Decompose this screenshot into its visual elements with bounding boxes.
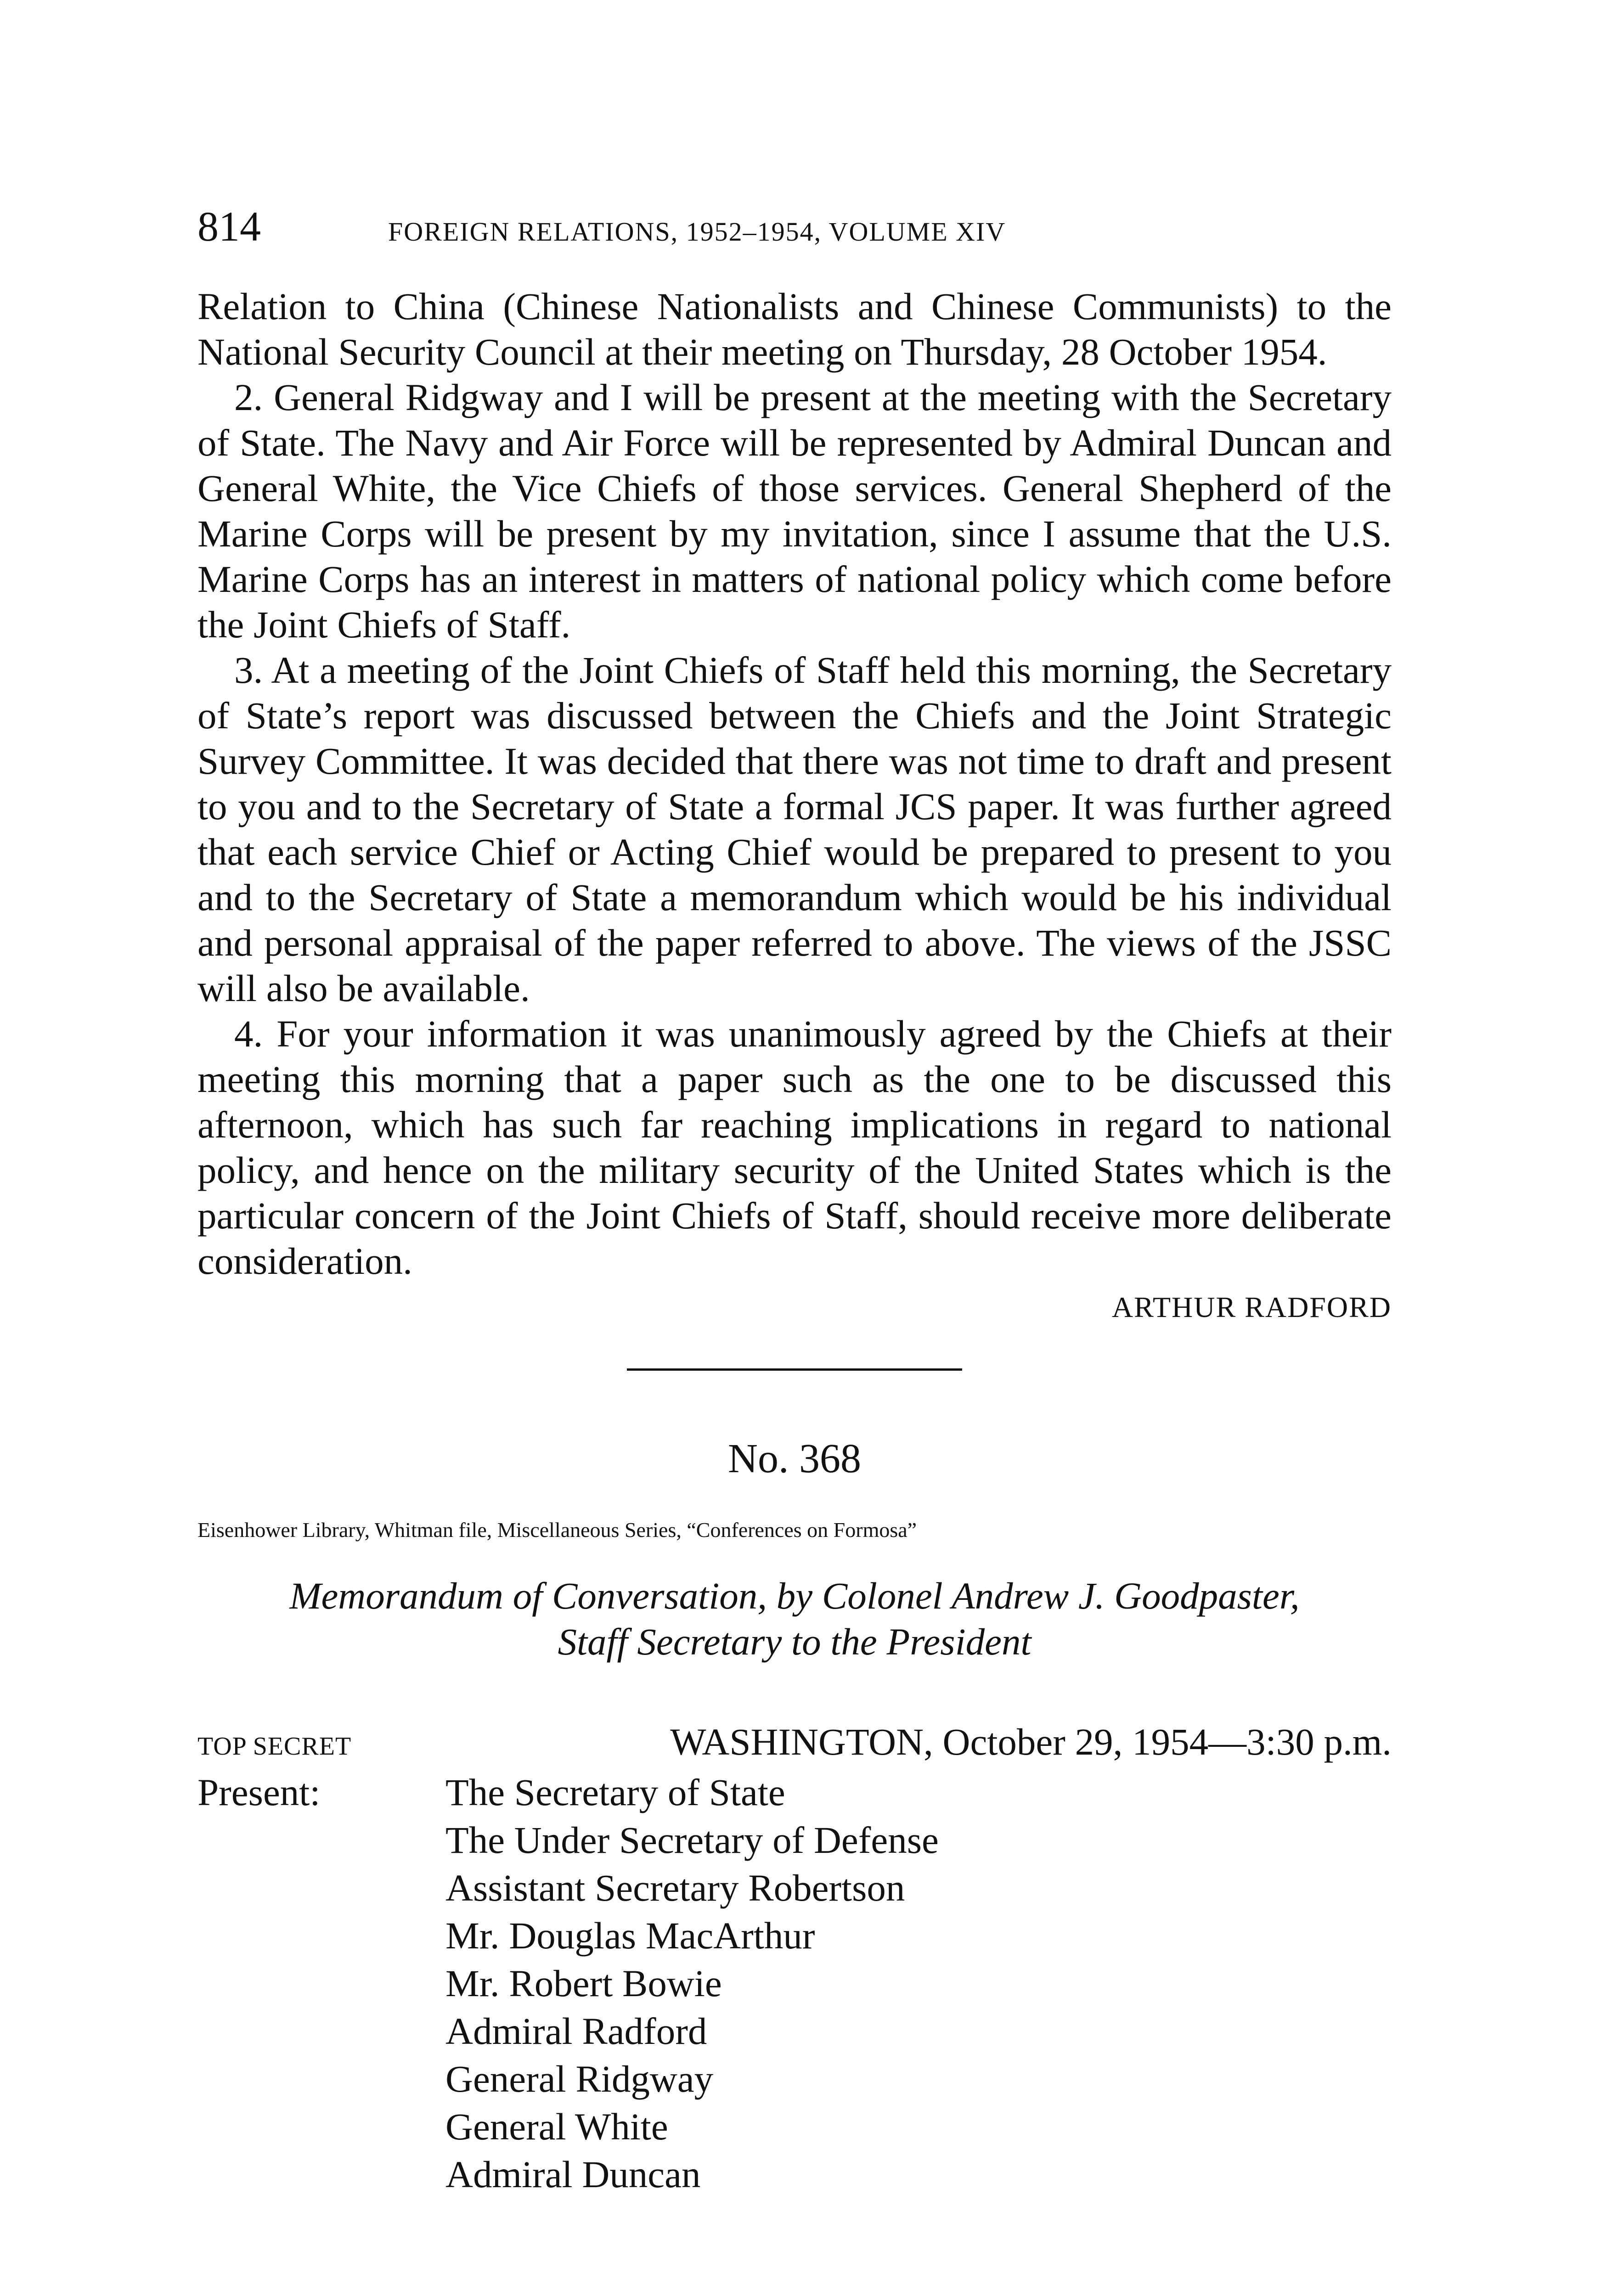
paragraph-4: 4. For your information it was unanimously agreed by the Chiefs at their meeting this morning that a paper such as the one to be discussed this afternoon, which has such far reaching implications in regard to national policy, and hence on the military security of the United States which is the particular concern of the Joint Chiefs of Staff, should receive more deliberate consideration. xyxy=(197,1013,1392,1282)
attendee: Mr. Douglas MacArthur xyxy=(445,1914,815,1957)
document-title-line-1: Memorandum of Conversation, by Colonel Andrew J. Goodpaster, xyxy=(289,1575,1300,1617)
dateline: WASHINGTON, October 29, 1954—3:30 p.m. xyxy=(670,1721,1392,1763)
attendee: General White xyxy=(445,2105,668,2148)
document-number: No. 368 xyxy=(728,1436,861,1481)
present-block xyxy=(197,1768,1392,2198)
page-number: 814 xyxy=(197,203,261,250)
attendee: The Secretary of State xyxy=(445,1771,785,1813)
attendee: Assistant Secretary Robertson xyxy=(445,1867,905,1909)
source-note: Eisenhower Library, Whitman file, Miscellaneous Series, “Conferences on Formosa” xyxy=(197,1518,917,1542)
attendee: General Ridgway xyxy=(445,2058,714,2100)
present-label: Present: xyxy=(197,1771,321,1813)
running-title: FOREIGN RELATIONS, 1952–1954, VOLUME XIV xyxy=(388,217,1006,247)
document-title xyxy=(197,1573,1392,1665)
attendee: Mr. Robert Bowie xyxy=(445,1962,722,2004)
section-divider xyxy=(627,1368,962,1371)
letter-body xyxy=(197,284,1392,1284)
attendee: Admiral Radford xyxy=(445,2010,707,2052)
paragraph-continuation: Relation to China (Chinese Nationalists and Chinese Communists) to the National Security Council at their meeting on Thursday, 28 October 1954. xyxy=(197,285,1392,373)
attendee: The Under Secretary of Defense xyxy=(445,1819,939,1861)
attendee-list xyxy=(445,1768,939,2198)
running-head xyxy=(197,202,1392,248)
document-page xyxy=(197,202,1392,2198)
classification-label: TOP SECRET xyxy=(197,1732,352,1761)
dateline-row xyxy=(197,1720,1392,1766)
paragraph-2: 2. General Ridgway and I will be present at the meeting with the Secretary of State. The Navy and Air Force will be represented by Admiral Duncan and General White, the Vice Chiefs of those services. General Shepherd of the Marine Corps will be present by my invitation, since I assume that the U.S. Marine Corps has an interest in matters of national policy which come before the Joint Chiefs of Staff. xyxy=(197,376,1392,646)
document-title-line-2: Staff Secretary to the President xyxy=(558,1621,1031,1663)
paragraph-3: 3. At a meeting of the Joint Chiefs of Staff held this morning, the Secretary of State’s report was discussed between the Chiefs and the Joint Strategic Survey Committee. It was decided that there was not time to draft and present to you and to the Secretary of State a formal JCS paper. It was further agreed that each service Chief or Acting Chief would be prepared to present to you and to the Secretary of State a memorandum which would be his individual and personal appraisal of the paper referred to above. The views of the JSSC will also be available. xyxy=(197,649,1392,1009)
signature: ARTHUR RADFORD xyxy=(1111,1291,1392,1323)
attendee: Admiral Duncan xyxy=(445,2153,701,2195)
